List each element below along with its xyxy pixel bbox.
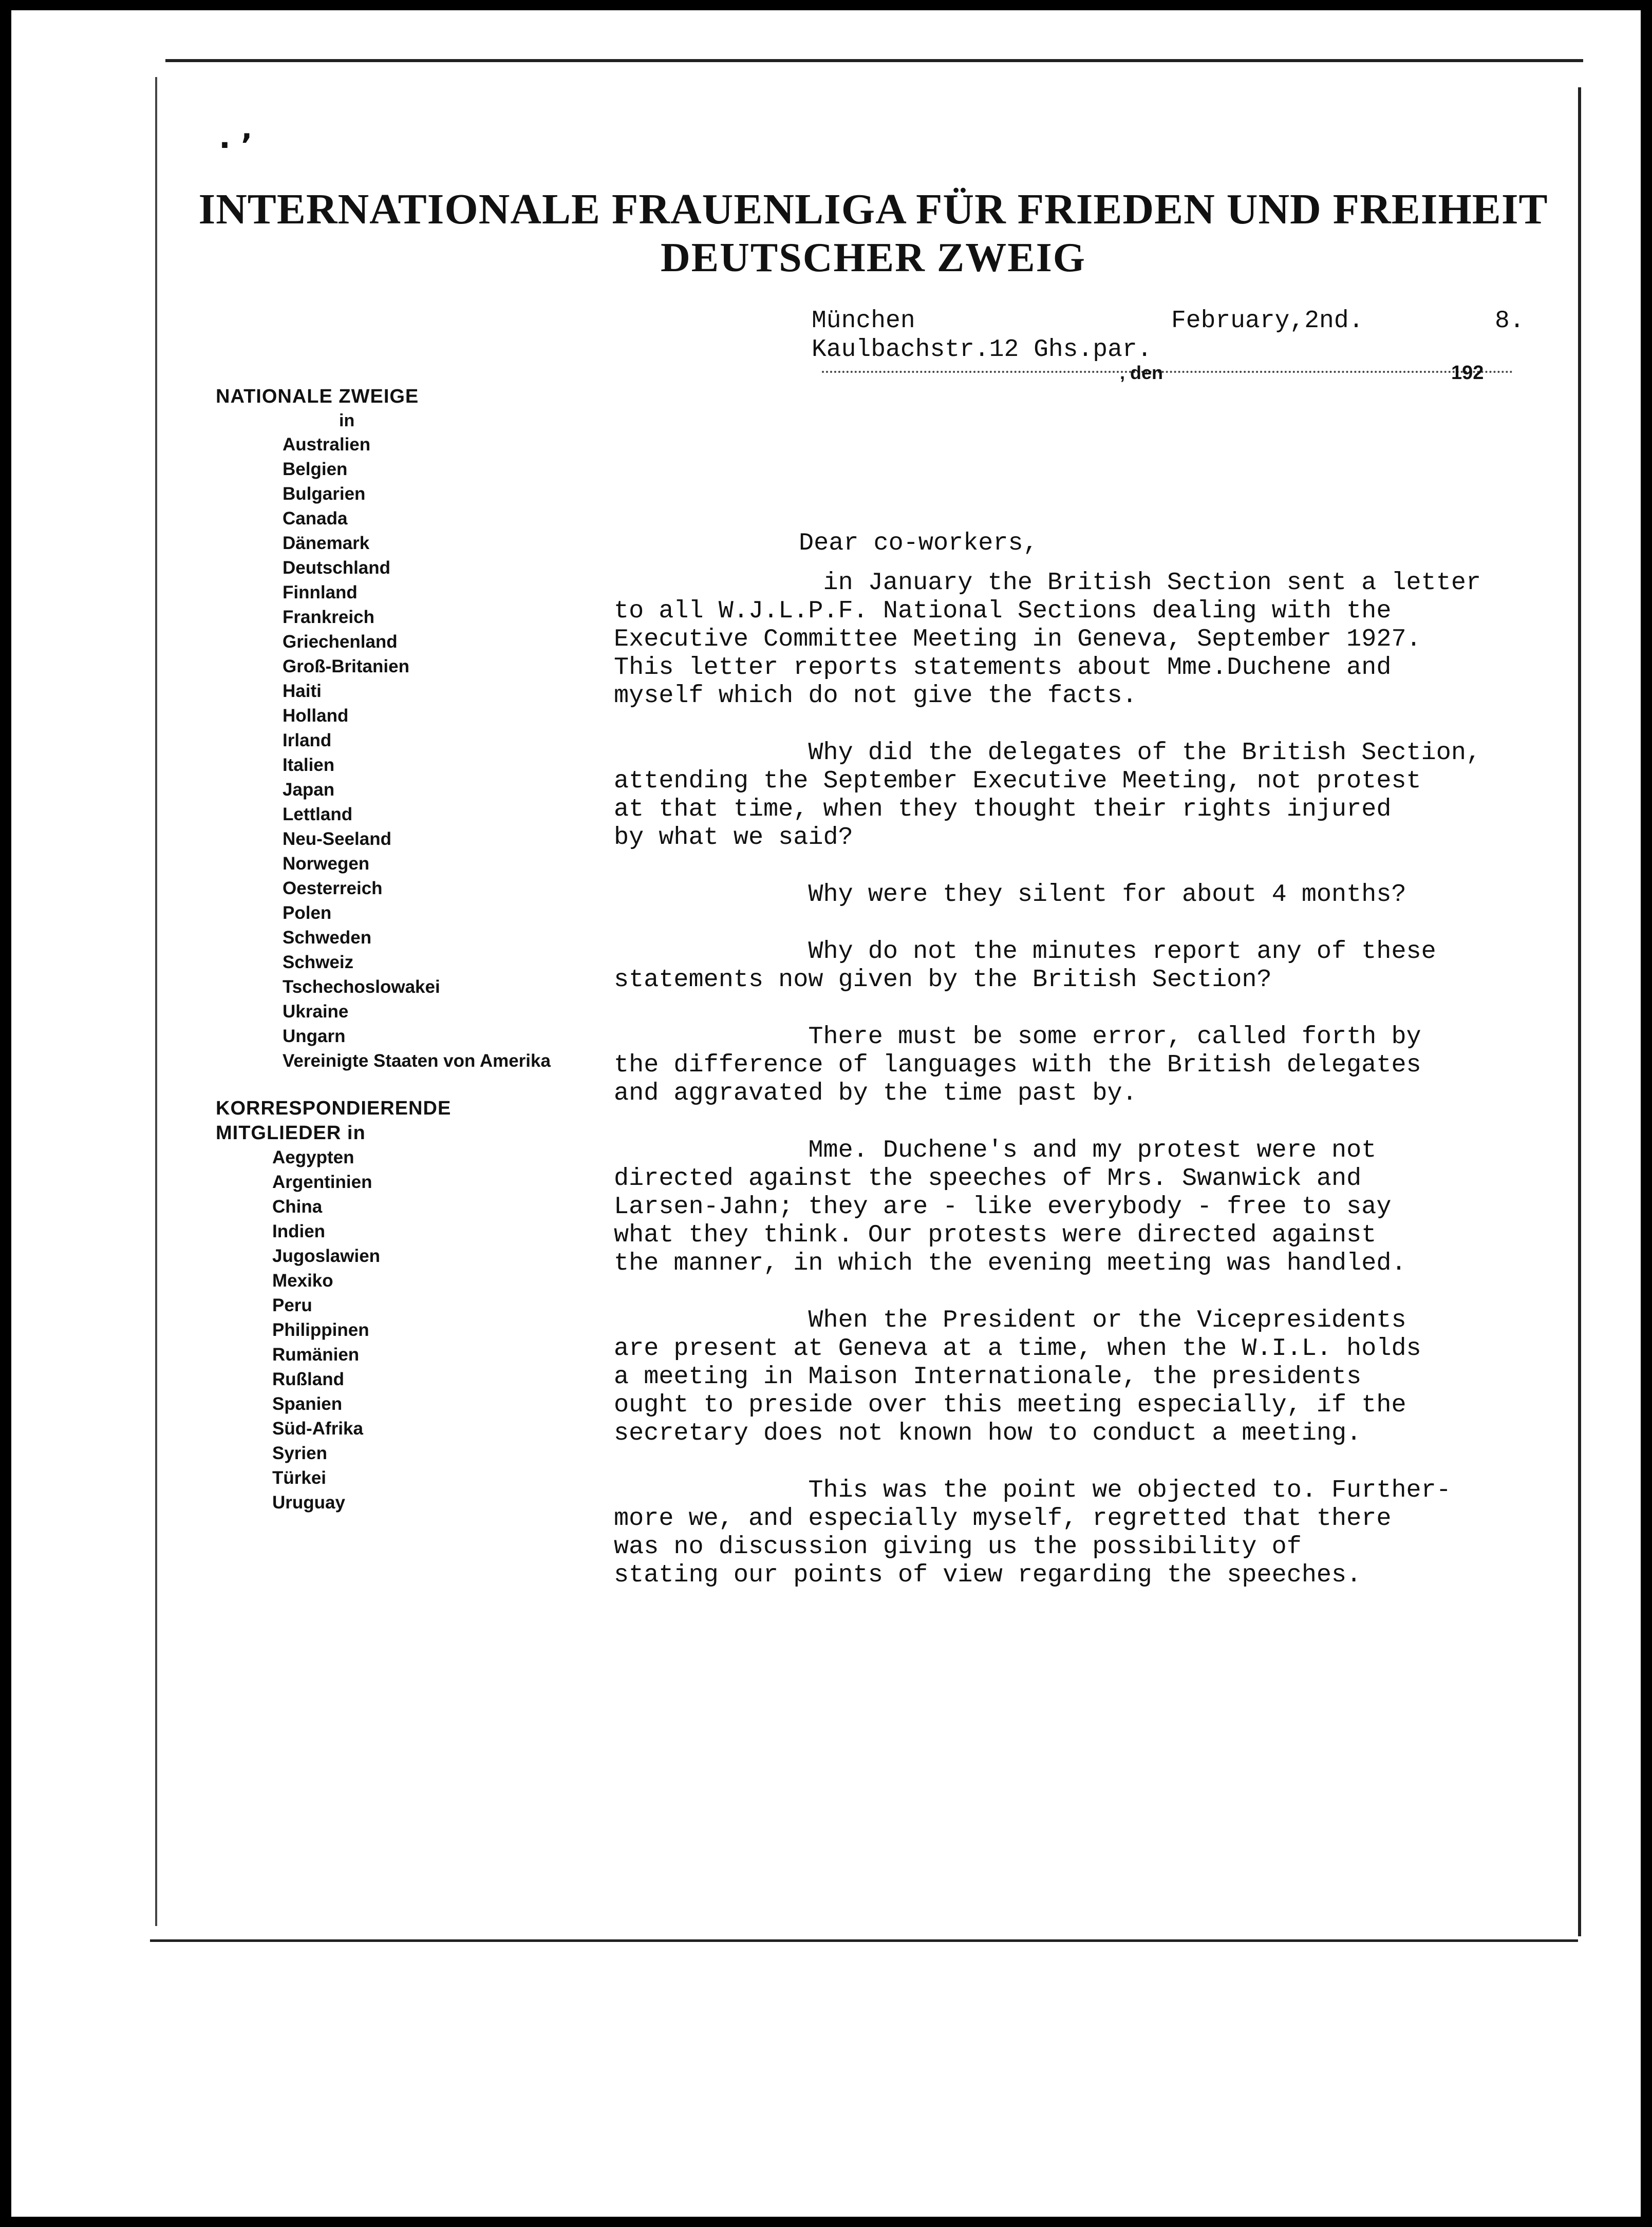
corresponding-member-item: Peru	[272, 1295, 312, 1315]
letter-paragraph: Mme. Duchene's and my protest were not directed against the speeches of Mrs. Swanwick and Larsen-Jahn; they are - like everybody - free to say what they think. Our protests were directed against the manner, in which the evening meeting was handled.	[614, 1136, 1406, 1277]
corresponding-member-item: Rumänien	[272, 1345, 360, 1365]
national-branch-item: Schweden	[283, 928, 372, 948]
national-branch-item: Groß-Britanien	[283, 656, 409, 676]
corresponding-member-item: Aegypten	[272, 1147, 354, 1167]
letter-body	[614, 529, 1554, 1618]
national-branch-item: Neu-Seeland	[283, 829, 391, 849]
dateline-den: , den	[1120, 362, 1163, 383]
national-branch-item: Polen	[283, 903, 332, 923]
national-branch-item: Bulgarien	[283, 484, 366, 504]
page-right-edge	[1578, 87, 1581, 1936]
dateline-dotted-line	[822, 371, 1513, 373]
dateline-year-prefix: 192	[1451, 362, 1484, 384]
letter-paragraph: in January the British Section sent a letter to all W.J.L.P.F. National Sections dealing with the Executive Committee Meeting in Geneva, September 1927. This letter reports statements about Mme.Duchene and myself which do not give the facts.	[614, 569, 1481, 710]
national-branch-item: Schweiz	[283, 952, 354, 972]
letter-paragraph: There must be some error, called forth by the difference of languages with the British delegates and aggravated by the time past by.	[614, 1023, 1421, 1107]
letterhead	[154, 185, 1592, 281]
corresponding-member-item: Argentinien	[272, 1172, 372, 1192]
dateline	[812, 307, 1531, 365]
page-top-edge	[165, 59, 1583, 62]
letterhead-subtitle: DEUTSCHER ZWEIG	[661, 235, 1086, 280]
corresponding-heading-line2: MITGLIEDER in	[216, 1122, 366, 1144]
national-branch-item: Tschechoslowakei	[283, 977, 440, 997]
national-branch-item: Vereinigte Staaten von Amerika	[283, 1051, 551, 1071]
corresponding-member-item: China	[272, 1197, 323, 1217]
corresponding-members-list	[216, 1145, 616, 1515]
letterhead-title: INTERNATIONALE FRAUENLIGA FÜR FRIEDEN UND FREIHEIT	[198, 185, 1548, 233]
letter-greeting: Dear co-workers,	[799, 529, 1038, 557]
letter-paragraph: Why were they silent for about 4 months?	[614, 880, 1406, 909]
dateline-address: Kaulbachstr.12 Ghs.par.	[812, 336, 1152, 364]
letter-paragraph: When the President or the Vicepresidents are present at Geneva at a time, when the W.I.L. holds a meeting in Maison Internationale, the presidents ought to preside over this meeting especially, if the secretary does not known how to conduct a meeting.	[614, 1306, 1421, 1447]
national-branch-item: Ukraine	[283, 1002, 349, 1022]
dateline-date: February,2nd.	[1171, 307, 1364, 335]
national-branch-item: Australien	[283, 435, 371, 455]
national-branch-item: Lettland	[283, 804, 353, 824]
corresponding-member-item: Uruguay	[272, 1493, 345, 1513]
letter-paragraph: Why do not the minutes report any of these statements now given by the British Section?	[614, 937, 1436, 994]
corresponding-member-item: Mexiko	[272, 1271, 333, 1291]
national-branch-item: Italien	[283, 755, 335, 775]
corresponding-member-item: Süd-Afrika	[272, 1419, 363, 1439]
national-branch-item: Ungarn	[283, 1026, 346, 1046]
corresponding-member-item: Rußland	[272, 1369, 344, 1389]
national-branches-heading: NATIONALE ZWEIGE	[216, 386, 419, 407]
corresponding-member-item: Philippinen	[272, 1320, 369, 1340]
corresponding-member-item: Indien	[272, 1221, 326, 1241]
page-left-edge	[155, 77, 157, 1926]
national-branch-item: Finnland	[283, 582, 358, 602]
national-branch-item: Irland	[283, 730, 332, 750]
national-branch-item: Canada	[283, 508, 348, 529]
corresponding-member-item: Spanien	[272, 1394, 343, 1414]
corresponding-member-item: Syrien	[272, 1443, 327, 1463]
corner-mark: ‧ ’	[219, 127, 253, 163]
letter-paragraph: Why did the delegates of the British Section, attending the September Executive Meeting, not protest at that time, when they thought their rights injured by what we said?	[614, 739, 1481, 852]
national-branch-item: Haiti	[283, 681, 322, 701]
dateline-year-suffix: 8.	[1495, 307, 1525, 335]
national-branches-list	[216, 432, 616, 1073]
national-branch-item: Dänemark	[283, 533, 370, 553]
national-branch-item: Frankreich	[283, 607, 374, 627]
corresponding-member-item: Jugoslawien	[272, 1246, 381, 1266]
national-branch-item: Deutschland	[283, 558, 391, 578]
page-bottom-edge	[150, 1939, 1578, 1942]
letter-paragraph: This was the point we objected to. Further- more we, and especially myself, regretted that there was no discussion giving us the possibility of stating our points of view regarding the speeches.	[614, 1476, 1451, 1589]
dateline-city: München	[812, 307, 915, 335]
national-branches-in: in	[339, 411, 355, 430]
national-branch-item: Griechenland	[283, 632, 398, 652]
national-branch-item: Norwegen	[283, 854, 370, 874]
corresponding-heading-line1: KORRESPONDIERENDE	[216, 1098, 452, 1119]
national-branch-item: Holland	[283, 706, 349, 726]
national-branch-item: Japan	[283, 780, 335, 800]
corresponding-member-item: Türkei	[272, 1468, 327, 1488]
national-branch-item: Oesterreich	[283, 878, 383, 898]
national-branch-item: Belgien	[283, 459, 348, 479]
sidebar-branches	[216, 384, 616, 1515]
